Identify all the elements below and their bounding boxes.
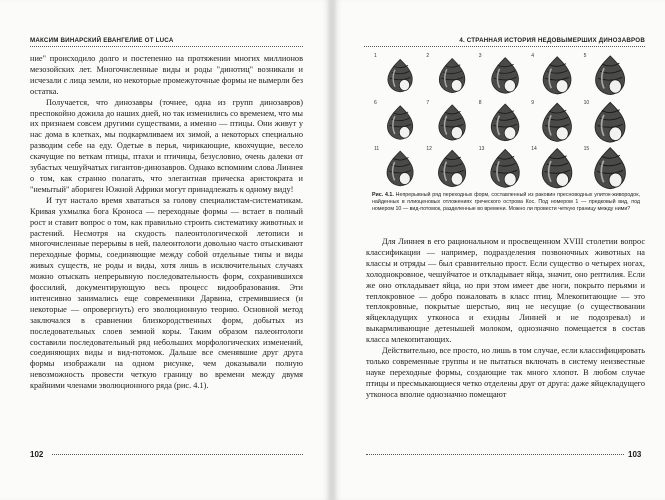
snail-shell-illustration <box>584 145 636 192</box>
shell-number: 13 <box>478 146 485 153</box>
paragraph: И тут настало время хвататься за голову специалистам-систематикам. Кривая ухмылка бога Кроноса — переходные формы — встает в полный рост и ставит вопрос о том, как правильно строить систематику животных и растений. Несмотря на скудость палеонтологической летописи и многочисленные перерывы в ней, палеонтологи довольно часто отыскивают переходные формы, соединяющие между собой отдельные типы и виды живых существ, не роды и виды, хотя лишь в исключительных случаях можно отыскать непрерывную последовательность форм, сохранившихся фоссилий, документирующую весь процесс видообразования. Эти интенсивно занимались еще современники Дарвина, стремившиеся (и некоторые — опровергнуть) его эволюционную теорию. Основной метод заключался в сравнении близкородственных форм, добытых из последовательных слоев земной коры. Таким образом палеонтологи составили последовательный ряд небольших морфологических изменений, соединяющих виды и вид-потомок. Дальше все сменявшие друг друга формы изображали на одном рисунке, чем доказывали полную невозможность провести четкую границу во времени между двумя крайними членами эволюционного ряда (рис. 4.1). <box>30 195 303 391</box>
running-head-right: 4. СТРАННАЯ ИСТОРИЯ НЕДОВЫМЕРШИХ ДИНОЗАВРОВ <box>364 36 645 47</box>
snail-shell-illustration <box>479 145 531 192</box>
paragraph: Действительно, все просто, но лишь в том случае, если классифицировать только современные группы и не пытаться включать в систему неизвестные науке переходные формы, создающие так много хлопот. В любом случае птицы и пресмыкающиеся четко отделены друг от друга: даже яйцекладущего утконоса вполне однозначно помещают <box>366 346 645 399</box>
shell-number: 9 <box>531 99 534 106</box>
snail-shell-illustration <box>584 52 636 99</box>
shell-number: 7 <box>426 99 430 106</box>
shell-number: 12 <box>426 146 432 153</box>
right-page <box>334 0 665 500</box>
right-body-text <box>366 237 645 451</box>
snail-shell-illustration <box>426 145 478 192</box>
page-number-right: 103 <box>628 450 642 459</box>
snail-shell-illustration <box>531 99 583 146</box>
shell-number: 5 <box>583 53 587 59</box>
page-number-left: 102 <box>30 450 44 459</box>
paragraph: Для Линнея в его рациональном и просвещенном XVIII столетии вопрос классификации — например, подразделения позвоночных животных на классы и отряды — был сравнительно прост. Если существо о четырех ногах, холоднокровное, чешуйчатое и откладывает яйца, значит, оно рептилия. Если же оно откладывает яйца, но при этом имеет две ноги, покрыто перьями и теплокровное — добро пожаловать в класс птиц. Млекопитающие — это теплокровные, покрытые шерстью, яиц не несущие (о существовании яйцекладущих утконоса и ехидны Линней и не подозревал) и выкармливающие детенышей молоком, однозначно помещается в состав класса млекопитающих. <box>366 237 645 345</box>
shell-number: 14 <box>531 146 537 153</box>
shell-number: 2 <box>426 53 430 59</box>
snail-shell-illustration <box>479 99 531 146</box>
shell-number: 1 <box>374 53 377 59</box>
footer-rule-right <box>366 454 624 455</box>
shell-number: 4 <box>531 53 534 59</box>
snail-shell-illustration <box>479 52 531 99</box>
figure-caption <box>372 192 640 214</box>
caption-label: Рис. 4.1. <box>372 192 394 198</box>
shell-number: 11 <box>374 146 380 153</box>
shell-number: 10 <box>583 99 590 106</box>
snail-shell-illustration <box>374 99 426 146</box>
running-head-left: МАКСИМ ВИНАРСКИЙ ЕВАНГЕЛИЕ ОТ LUCA <box>30 36 303 47</box>
snail-shell-illustration <box>374 145 426 192</box>
paragraph: Получается, что динозавры (точнее, одна из групп динозавров) преспокойно дожила до наших дней, но так изменились со временем, что мы их признаем совсем другими существами, а именно — птицы. Они живут у нас дома в клетках, мы подкармливаем их зимой, а некоторых специально разводим себе на еду. Одетые в перья, чирикающие, квохчущие, весело скачущие по веткам птицы, птахи и птичицы, безусловно, очень далеки от зубастых чешуйчатых гигантов-динозавров. Однако вспомним слова Линнея о том, как странно полагать, что элегантная прическа аристократа и "немытый" абориген Южной Африки могут принадлежать к одному виду! <box>30 97 303 194</box>
snail-shell-illustration <box>531 52 583 99</box>
left-page <box>0 0 330 500</box>
snail-shell-illustration <box>531 145 583 192</box>
left-body-text <box>30 54 303 446</box>
shell-number: 3 <box>478 53 482 59</box>
shell-number: 15 <box>583 146 590 153</box>
snail-shell-illustration <box>426 99 478 146</box>
snail-shell-illustration <box>374 52 426 99</box>
snail-shell-illustration <box>584 99 636 146</box>
caption-text: Непрерывный ряд переходных форм, составленный из раковин пресноводных улиток-живородок, найденных в плиоценовых отложениях греческого острова Кос. Под номером 1 — предковый вид, под номером 10 — вид-потомок, разделенные во времени. Можно ли провести четкую границу между ними? <box>372 192 640 213</box>
paragraph: ние" происходило долго и постепенно на протяжении многих миллионов мезозойских лет. Многочисленные виды и роды "динотиц" возникали и исчезали с лица земли, но некоторые промежуточные формы не вымерли без остатка. <box>30 54 303 96</box>
shell-number: 8 <box>478 99 482 106</box>
snail-shell-illustration <box>426 52 478 99</box>
shell-number: 6 <box>374 99 377 106</box>
footer-rule-left <box>52 454 303 455</box>
snail-shell-figure <box>374 52 636 192</box>
